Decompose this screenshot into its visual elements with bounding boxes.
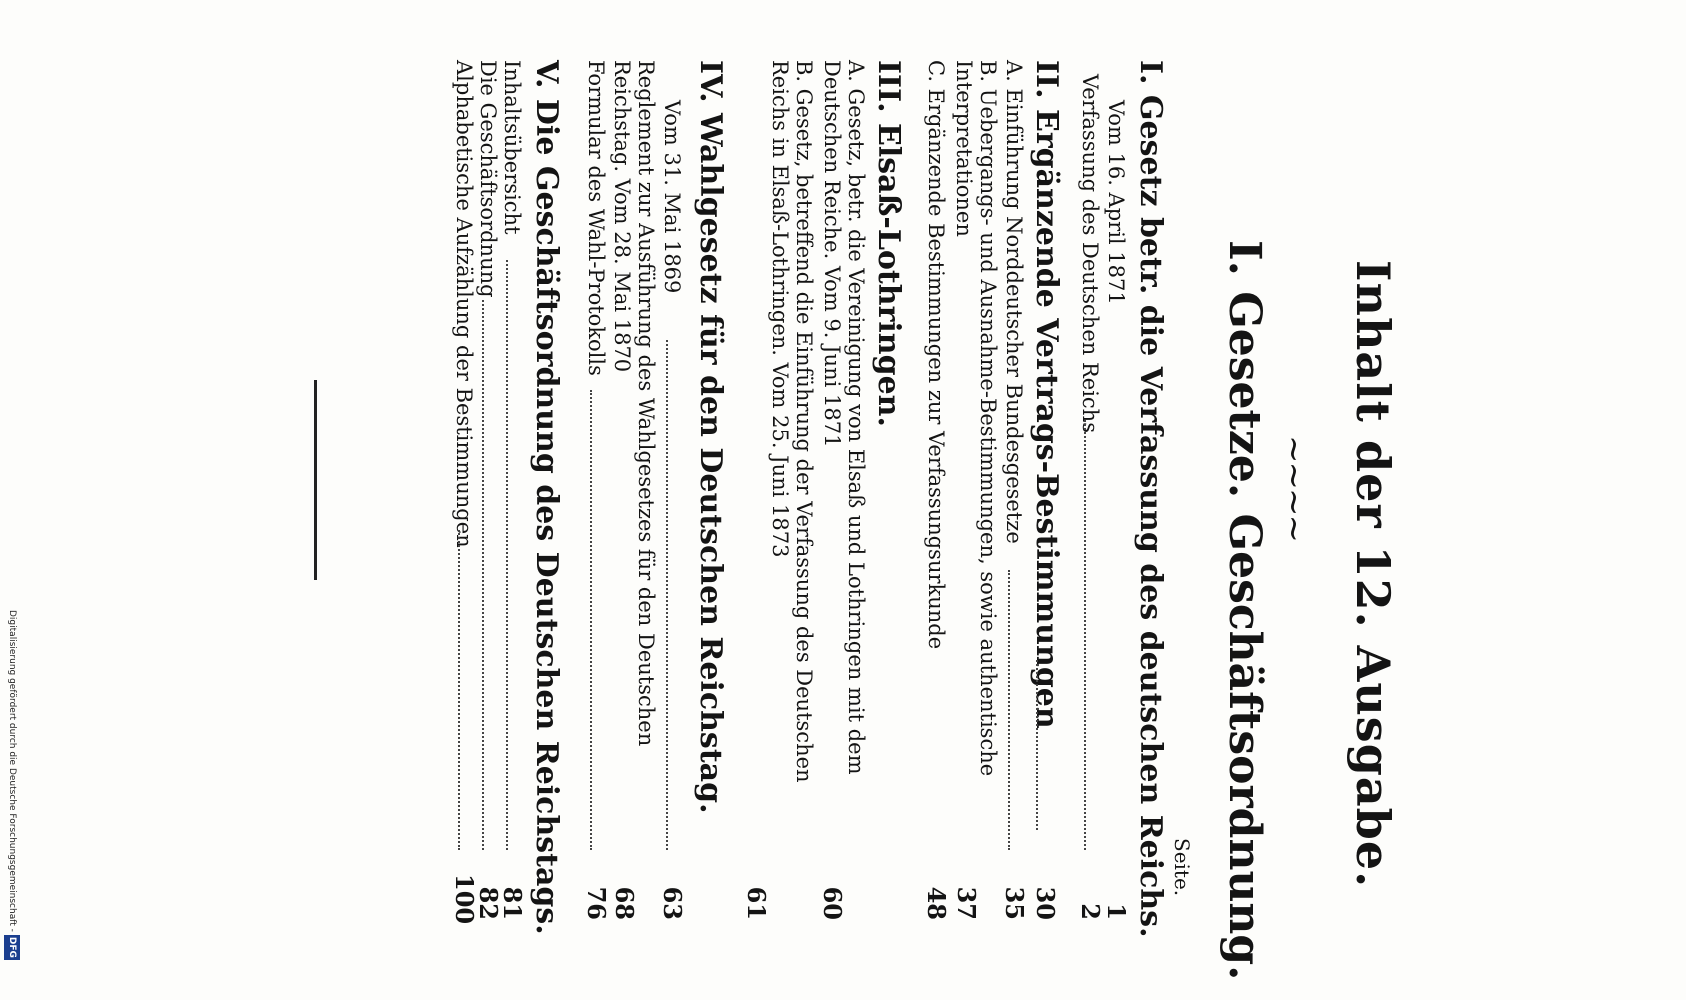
ornament: ~~~~ <box>1274 435 1314 541</box>
toc-entry-page: 82 <box>474 886 503 920</box>
toc-entry-text: Reglement zur Ausführung des Wahlgesetzes für den Deutschen Reichstag. Vom 28. Mai 1870 <box>610 60 658 747</box>
section-heading-3: III. Elsaß-Lothringen. <box>871 60 906 427</box>
leader-dots <box>590 390 608 850</box>
section-heading-4: IV. Wahlgesetz für den Deutschen Reichstag. <box>693 60 728 814</box>
rotated-content <box>400 60 1400 981</box>
section-heading-1: I. Gesetz betr. die Verfassung des deutschen Reichs. <box>1133 60 1168 938</box>
toc-entry <box>450 60 479 925</box>
toc-entry <box>582 60 611 920</box>
page-subtitle: I. Gesetze. Geschäftsordnung. <box>1219 240 1270 981</box>
toc-entry-page: 61 <box>742 886 771 920</box>
toc-entry-text: Formular des Wahl-Protokolls <box>584 60 608 376</box>
toc-entry <box>474 60 503 920</box>
toc-entry <box>1000 60 1029 920</box>
leader-dots <box>458 530 476 850</box>
page-title: Inhalt der 12. Ausgabe. <box>1346 260 1400 889</box>
page-edge-rule <box>314 380 317 580</box>
toc-entry <box>658 60 687 920</box>
toc-entry-text: Die Geschäftsordnung <box>476 60 500 298</box>
toc-entry-text: Alphabetische Aufzählung der Bestimmungen <box>452 60 476 548</box>
toc-entry-page: 48 <box>922 886 951 920</box>
toc-entry-page: 1 <box>1102 903 1131 920</box>
toc-entry-page: 81 <box>498 886 527 920</box>
leader-dots <box>1084 420 1102 850</box>
toc-entry-text: A. Einführung Norddeutscher Bundesgesetze <box>1002 60 1026 544</box>
toc-entry-text: B. Gesetz, betreffend die Einführung der Verfassung des Deutschen Reichs in Elsaß-Lothringen. Vom 25. Juni 1873 <box>768 60 816 783</box>
credit-text: Digitalisierung gefördert durch die Deutsche Forschungsgemeinschaft - <box>7 610 17 932</box>
toc-entry-page: 2 <box>1076 903 1105 920</box>
leader-dots <box>482 300 500 850</box>
toc-entry-page: 100 <box>450 874 479 925</box>
toc-entry-text: C. Ergänzende Bestimmungen zur Verfassungsurkunde <box>924 60 948 650</box>
toc-entry <box>498 60 527 920</box>
toc-entry-page: 35 <box>1000 886 1029 920</box>
toc-entry <box>922 60 951 920</box>
toc-entry-page: 30 <box>1031 886 1060 920</box>
toc-entry-page: 68 <box>610 886 639 920</box>
toc-entry <box>952 60 1000 872</box>
toc-entry-text: Verfassung des Deutschen Reichs <box>1078 74 1102 433</box>
toc-entry-text: Vom 16. April 1871 <box>1104 100 1128 305</box>
toc-entry-text: B. Uebergangs- und Ausnahme-Bestimmungen, sowie authentische Interpretationen <box>952 60 1000 777</box>
section-heading-5: V. Die Geschäftsordnung des Deutschen Reichstags. <box>529 60 564 935</box>
leader-dots <box>666 340 684 850</box>
digitization-credit <box>4 610 20 1000</box>
toc-entry <box>610 60 658 840</box>
toc-entry <box>1076 60 1105 920</box>
toc-entry <box>768 60 816 840</box>
toc-entry-text: Inhaltsübersicht <box>500 60 524 235</box>
toc-entry-page: 63 <box>658 886 687 920</box>
dfg-logo: DFG <box>4 935 20 960</box>
toc-entry-page: 60 <box>818 886 847 920</box>
page-column-label: Seite. <box>1170 838 1194 897</box>
leader-dots <box>1036 660 1054 830</box>
toc-entry-page: 37 <box>952 886 981 920</box>
section-heading-2 <box>1029 60 1064 920</box>
toc-entry-page: 76 <box>582 886 611 920</box>
leader-dots <box>1008 570 1026 850</box>
toc-entry-text: Vom 31. Mai 1869 <box>660 100 684 294</box>
section-heading-text: II. Ergänzende Vertrags-Bestimmungen <box>1029 60 1064 729</box>
toc-entry <box>820 60 868 840</box>
leader-dots <box>506 260 524 850</box>
toc-entry <box>1102 60 1131 920</box>
toc-entry-text: A. Gesetz, betr. die Vereinigung von Elsaß und Lothringen mit dem Deutschen Reiche. Vom 9. Juni 1871 <box>820 60 868 775</box>
